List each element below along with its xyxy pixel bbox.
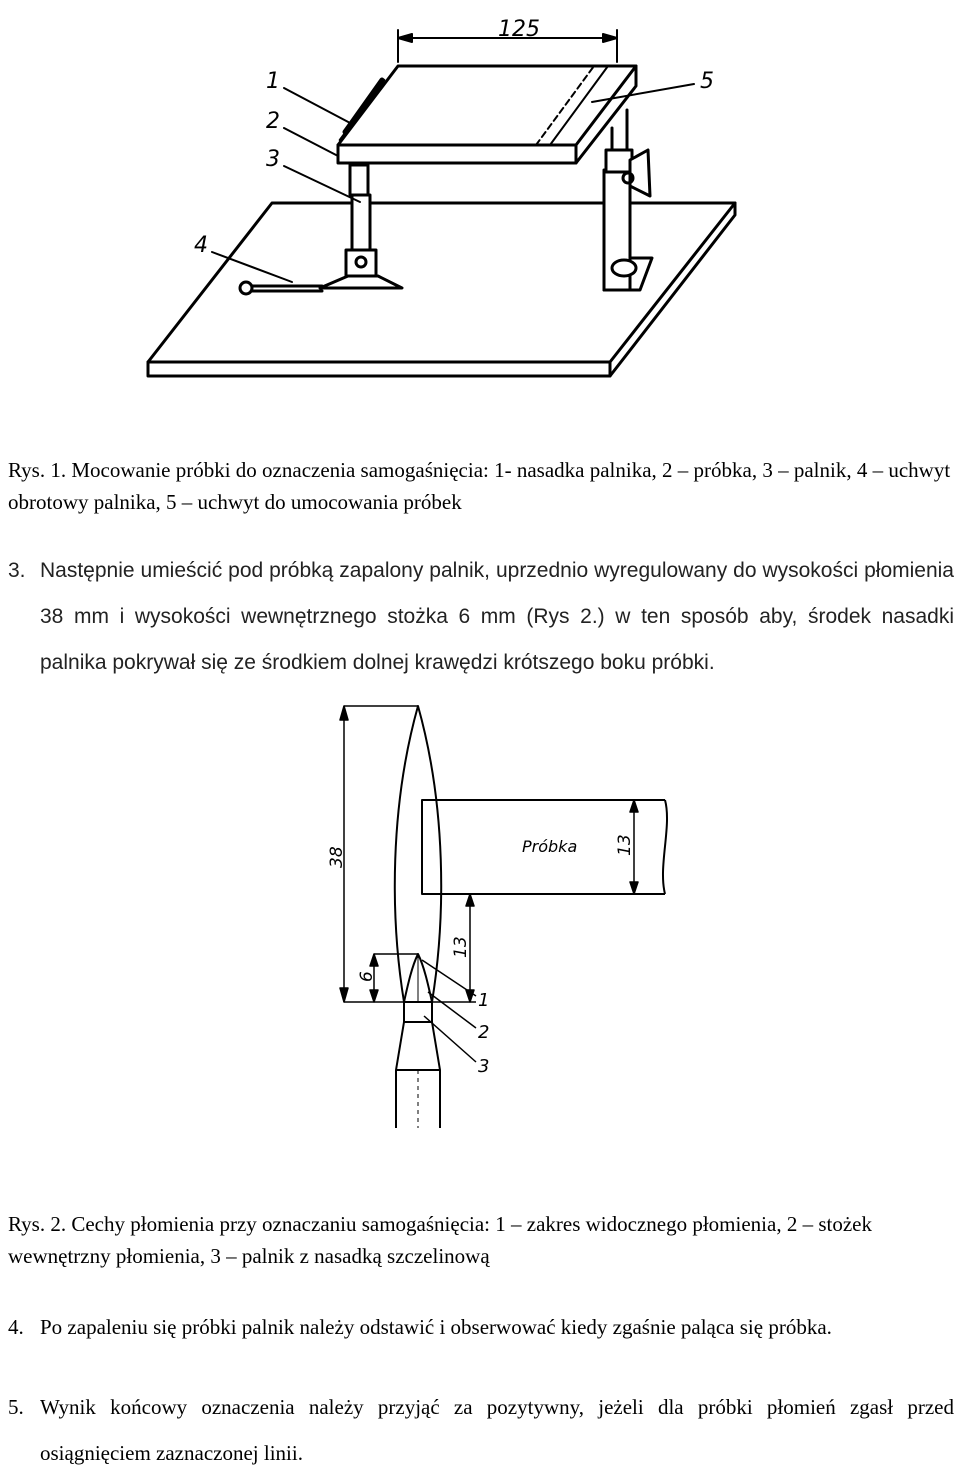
dimension-125-label: 125	[498, 17, 540, 42]
dimension-38-label: 38	[327, 846, 347, 868]
figure-2-caption: Rys. 2. Cechy płomienia przy oznaczaniu samogaśnięcia: 1 – zakres widocznego płomienia, 2 – stożek wewnętrzny płomienia, 3 – palnik z nasadką szczelinową	[8, 1212, 872, 1268]
label-5: 5	[700, 69, 714, 94]
dimension-38	[340, 706, 418, 1002]
leader-lines	[422, 960, 476, 1062]
step-4-text: Po zapaleniu się próbki palnik należy odstawić i obserwować kiedy zgaśnie paląca się próbka.	[40, 1315, 832, 1339]
step-5-text: Wynik końcowy oznaczenia należy przyjąć za pozytywny, jeżeli dla próbki płomień zgasł przed osiągnięciem zaznaczonej linii.	[40, 1395, 954, 1465]
step-4	[8, 1304, 954, 1350]
step-3-text: Następnie umieścić pod próbką zapalony palnik, uprzednio wyregulowany do wysokości płomienia 38 mm i wysokości wewnętrznego stożka 6 mm (Rys 2.) w ten sposób aby, środek nasadki palnika pokrywał się ze środkiem dolnej krawędzi krótszego boku próbki.	[40, 559, 954, 674]
dimension-13-sample-label: 13	[615, 834, 635, 856]
label-1: 1	[478, 990, 490, 1011]
label-3: 3	[266, 147, 280, 172]
step-5	[8, 1384, 954, 1476]
figure-2-flame-diagram	[300, 696, 700, 1146]
label-1: 1	[266, 69, 280, 94]
label-2: 2	[266, 109, 280, 134]
label-2: 2	[478, 1022, 490, 1043]
base-plate	[148, 203, 735, 376]
label-3: 3	[478, 1056, 490, 1077]
burner-nozzle	[396, 1002, 440, 1128]
sample-plate	[338, 66, 636, 163]
figure-1-caption: Rys. 1. Mocowanie próbki do oznaczenia samogaśnięcia: 1- nasadka palnika, 2 – próbka, 3 – palnik, 4 – uchwyt obrotowy palnika, 5 – uchwyt do umocowania próbek	[8, 458, 951, 514]
sample-label: Próbka	[522, 837, 578, 856]
dimension-13-gap-label: 13	[451, 936, 471, 958]
step-4-number: 4.	[8, 1315, 24, 1339]
step-3	[8, 548, 954, 686]
label-4: 4	[194, 233, 208, 258]
dimension-6-label: 6	[357, 971, 377, 982]
figure-1-sample-mounting	[0, 0, 960, 400]
step-3-number: 3.	[8, 559, 26, 582]
step-5-number: 5.	[8, 1395, 24, 1419]
